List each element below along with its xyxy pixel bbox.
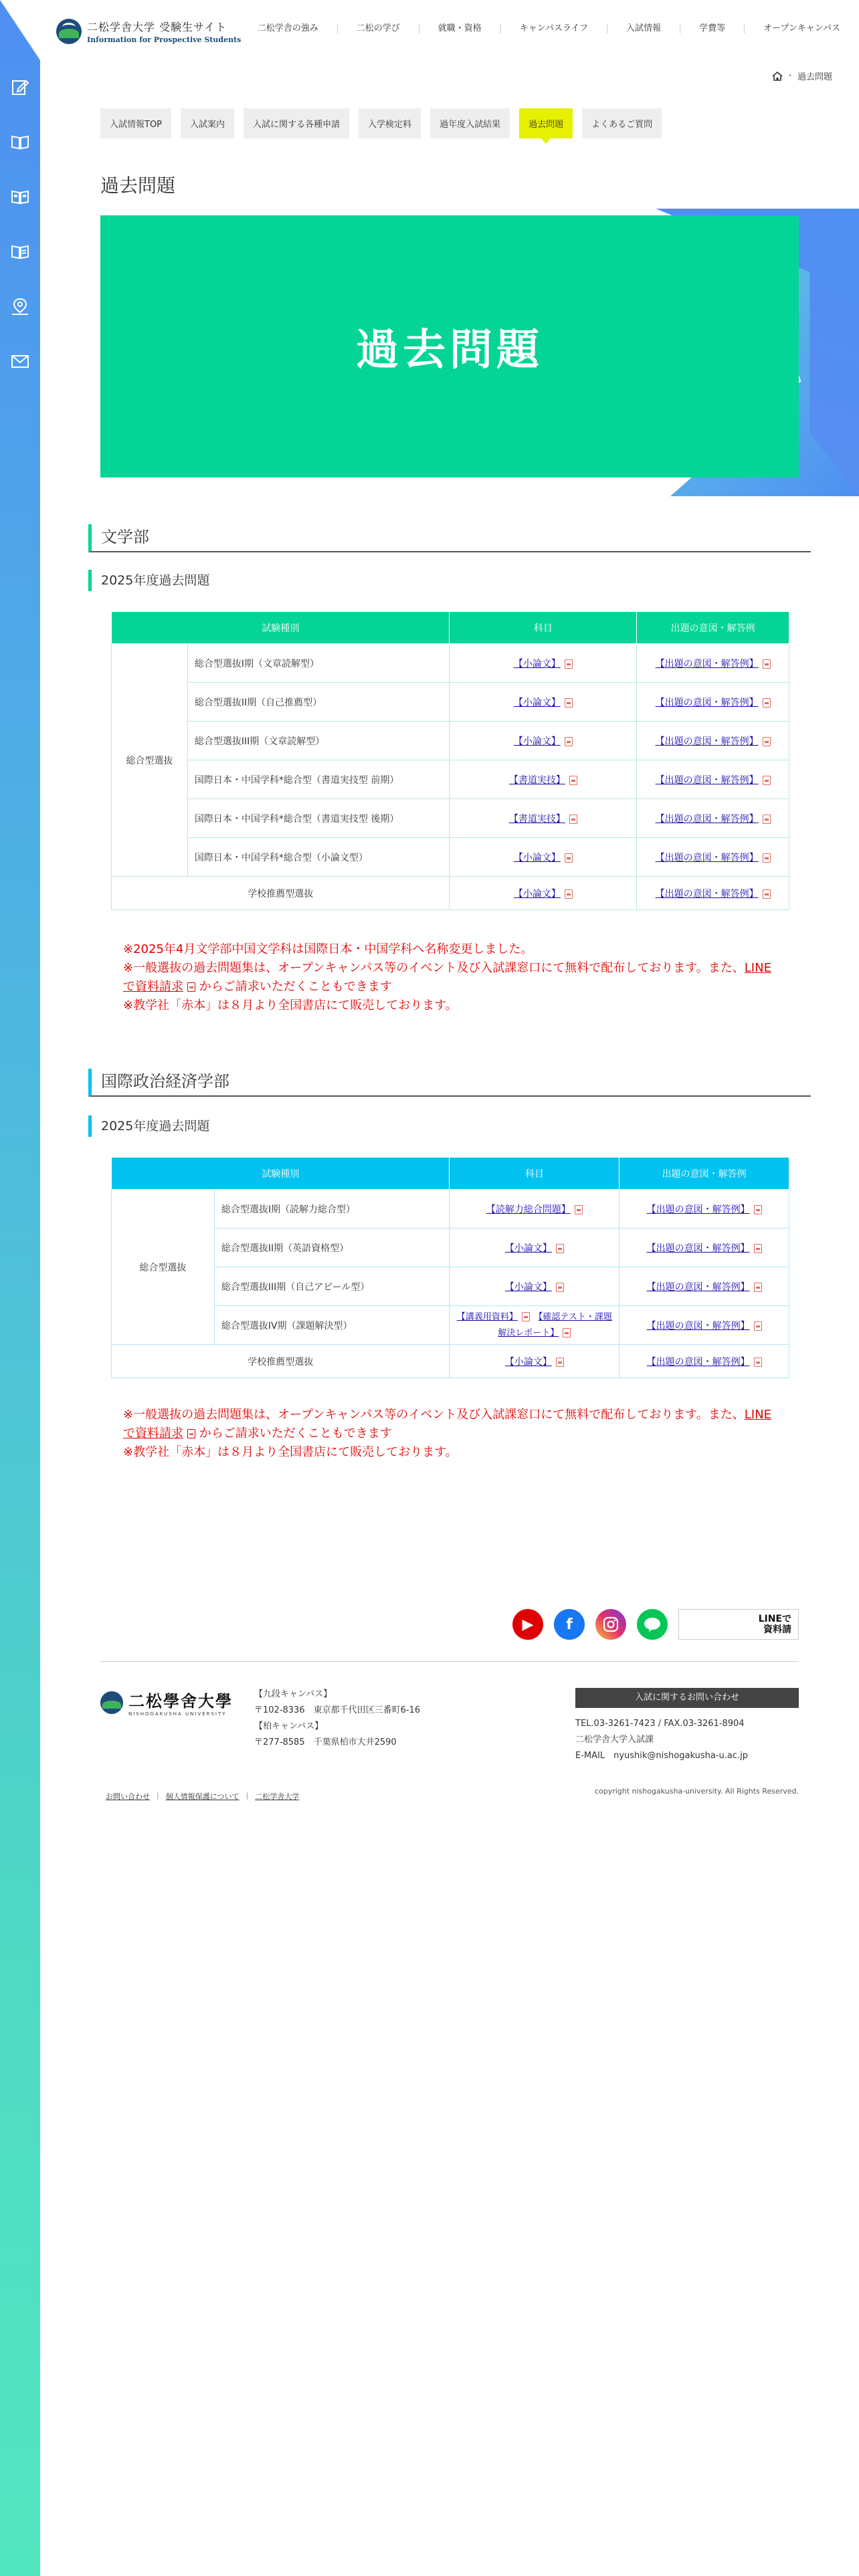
answer-pdf-link[interactable]: 【出題の意図・解答例】 bbox=[646, 1281, 750, 1293]
subject-pdf-link[interactable]: 【小論文】 bbox=[504, 1243, 552, 1254]
answer-pdf-link[interactable]: 【出題の意図・解答例】 bbox=[646, 1356, 750, 1368]
home-icon[interactable] bbox=[772, 72, 783, 81]
column-header-exam-type: 試験種別 bbox=[112, 612, 450, 644]
pdf-icon bbox=[763, 889, 771, 899]
exam-name: 学校推薦型選抜 bbox=[112, 877, 450, 910]
footer-divider bbox=[100, 1661, 799, 1662]
column-header-answer: 出題の意図・解答例 bbox=[619, 1158, 789, 1190]
line-icon[interactable] bbox=[637, 1609, 668, 1640]
line-request-link[interactable]: LINEで資料請求 bbox=[123, 1408, 771, 1440]
note-line: ※2025年4月文学部中国文学科は国際日本・中国学科へ名称変更しました。 bbox=[123, 942, 533, 956]
answer-pdf-link[interactable]: 【出題の意図・解答例】 bbox=[655, 774, 759, 786]
subject-pdf-link[interactable]: 【書道実技】 bbox=[508, 813, 565, 825]
table-row bbox=[112, 722, 789, 760]
table-row bbox=[112, 760, 789, 799]
exam-name: 総合型選抜IV期（課題解決型） bbox=[214, 1306, 450, 1345]
footer-logo-en: NISHOGAKUSHA UNIVERSITY bbox=[128, 1711, 227, 1717]
pdf-icon bbox=[763, 698, 771, 708]
note-line: ※一般選抜の過去問題集は、オープンキャンパス等のイベント及び入試課窓口にて無料で配布しております。また、LINEで資料請求 からご請求いただくこともできます bbox=[123, 1408, 771, 1440]
pdf-icon bbox=[763, 853, 771, 863]
answer-pdf-link[interactable]: 【出題の意図・解答例】 bbox=[655, 852, 759, 863]
open-book-icon[interactable] bbox=[7, 238, 33, 265]
site-title: 二松学舎大学 受験生サイト bbox=[87, 21, 227, 33]
university-emblem-icon bbox=[100, 1691, 123, 1714]
site-subtitle: Information for Prospective Students bbox=[87, 35, 242, 44]
sns-links bbox=[512, 1609, 799, 1640]
exam-name: 学校推薦型選抜 bbox=[112, 1345, 450, 1378]
side-gradient-bar bbox=[0, 0, 40, 2576]
subject-pdf-link[interactable]: 【小論文】 bbox=[513, 852, 561, 863]
answer-pdf-link[interactable]: 【出題の意図・解答例】 bbox=[655, 736, 759, 747]
table-row bbox=[112, 644, 789, 683]
youtube-icon[interactable]: ▶ bbox=[512, 1609, 543, 1640]
political-exam-table bbox=[111, 1157, 789, 1378]
subject-pdf-link[interactable]: 【講義用資料】 bbox=[456, 1311, 518, 1322]
literature-exam-table bbox=[111, 611, 789, 910]
answer-pdf-link[interactable]: 【出題の意図・解答例】 bbox=[655, 658, 759, 669]
gnav-learning[interactable]: 二松の学び bbox=[337, 24, 419, 33]
breadcrumb-current: 過去問題 bbox=[797, 72, 832, 82]
table-header-row bbox=[112, 1158, 789, 1190]
subnav-faq[interactable]: よくあるご質問 bbox=[582, 108, 662, 138]
page-title: 過去問題 bbox=[100, 175, 176, 197]
gnav-career[interactable]: 就職・資格 bbox=[419, 24, 500, 33]
note-line: ※一般選抜の過去問題集は、オープンキャンパス等のイベント及び入試課窓口にて無料で配布しております。また、LINEで資料請求 からご請求いただくこともできます bbox=[123, 961, 771, 994]
pdf-icon bbox=[565, 698, 573, 708]
subnav-applications[interactable]: 入試に関する各種申請 bbox=[244, 108, 349, 138]
pdf-icon bbox=[563, 1328, 571, 1337]
copyright: copyright nishogakusha-university. All Rights Reserved. bbox=[594, 1787, 799, 1796]
contact-heading: 入試に関するお問い合わせ bbox=[575, 1688, 799, 1708]
pamphlet-icon[interactable] bbox=[7, 183, 33, 210]
subject-pdf-link[interactable]: 【小論文】 bbox=[504, 1281, 552, 1293]
subnav-past-exams[interactable]: 過去問題 bbox=[519, 108, 573, 138]
exam-name: 国際日本・中国学科*総合型（小論文型） bbox=[187, 838, 450, 877]
admission-subnav bbox=[100, 108, 662, 138]
table-row bbox=[112, 877, 789, 910]
table-row bbox=[112, 838, 789, 877]
exam-name: 総合型選抜I期（文章読解型） bbox=[187, 644, 450, 683]
line-request-link[interactable]: LINEで資料請求 bbox=[123, 961, 771, 994]
exam-name: 総合型選抜III期（自己アピール型） bbox=[214, 1267, 450, 1306]
pdf-icon bbox=[565, 889, 573, 899]
map-pin-icon[interactable] bbox=[7, 293, 33, 320]
facebook-icon[interactable]: f bbox=[554, 1609, 585, 1640]
subnav-past-results[interactable]: 過年度入試結果 bbox=[430, 108, 510, 138]
footer-link-contact[interactable]: お問い合わせ bbox=[106, 1792, 150, 1801]
answer-pdf-link[interactable]: 【出題の意図・解答例】 bbox=[655, 813, 759, 825]
hero-title: 過去問題 bbox=[356, 326, 543, 375]
subnav-admission-top[interactable]: 入試情報TOP bbox=[100, 108, 171, 138]
answer-pdf-link[interactable]: 【出題の意図・解答例】 bbox=[655, 888, 759, 899]
pdf-icon bbox=[754, 1205, 762, 1214]
pdf-icon bbox=[565, 737, 573, 746]
subject-pdf-link[interactable]: 【小論文】 bbox=[513, 658, 561, 669]
breadcrumb-separator: • bbox=[788, 72, 792, 80]
political-notes bbox=[123, 1406, 779, 1462]
subject-pdf-link[interactable]: 【書道実技】 bbox=[508, 774, 565, 786]
subject-pdf-link[interactable]: 【確認テスト・課題解決レポート】 bbox=[498, 1311, 612, 1338]
pdf-icon bbox=[763, 659, 771, 669]
subject-pdf-link[interactable]: 【小論文】 bbox=[513, 697, 561, 708]
pdf-icon bbox=[575, 1205, 583, 1214]
answer-pdf-link[interactable]: 【出題の意図・解答例】 bbox=[646, 1243, 750, 1254]
subject-pdf-link[interactable]: 【小論文】 bbox=[504, 1356, 552, 1368]
answer-pdf-link[interactable]: 【出題の意図・解答例】 bbox=[646, 1320, 750, 1331]
pdf-icon bbox=[754, 1321, 762, 1331]
gnav-strengths[interactable]: 二松学舎の強み bbox=[257, 23, 318, 33]
footer-links: お問い合わせ | 個人情報保護について | 二松学舎大学 bbox=[106, 1791, 300, 1801]
hero-banner bbox=[100, 215, 799, 477]
subject-pdf-link[interactable]: 【小論文】 bbox=[513, 736, 561, 747]
pdf-icon bbox=[763, 737, 771, 746]
gnav-open-campus[interactable]: オープンキャンパス bbox=[744, 24, 859, 33]
instagram-icon[interactable] bbox=[595, 1609, 626, 1640]
contact-info: TEL.03-3261-7423 / FAX.03-3261-8904 二松学舎大学入試課 E-MAIL nyushik@nishogakusha-u.ac.jp bbox=[575, 1719, 748, 1761]
category-cell: 総合型選抜 bbox=[112, 1190, 215, 1345]
gnav-campus-life[interactable]: キャンパスライフ bbox=[500, 24, 607, 33]
pdf-icon bbox=[763, 776, 771, 785]
pdf-icon bbox=[569, 776, 577, 785]
exam-name: 国際日本・中国学科*総合型（書道実技型 後期） bbox=[187, 799, 450, 838]
site-header bbox=[0, 0, 859, 60]
exam-name: 総合型選抜I期（読解力総合型） bbox=[214, 1190, 450, 1228]
exam-name: 総合型選抜II期（英語資格型） bbox=[214, 1228, 450, 1267]
subnav-guide[interactable]: 入試案内 bbox=[181, 108, 234, 138]
subject-pdf-link[interactable]: 【読解力総合問題】 bbox=[486, 1204, 571, 1215]
site-logo[interactable] bbox=[56, 19, 241, 44]
external-link-icon bbox=[187, 982, 195, 992]
pdf-icon bbox=[754, 1358, 762, 1367]
apply-icon[interactable] bbox=[7, 74, 33, 100]
pdf-icon bbox=[754, 1244, 762, 1253]
pdf-icon bbox=[565, 853, 573, 863]
subject-pdf-link[interactable]: 【小論文】 bbox=[513, 888, 561, 899]
pdf-icon bbox=[556, 1358, 564, 1367]
note-line: ※教学社「赤本」は８月より全国書店にて販売しております。 bbox=[123, 998, 458, 1012]
literature-heading: 文学部 bbox=[88, 524, 811, 552]
mail-icon[interactable] bbox=[7, 348, 33, 374]
pdf-icon bbox=[556, 1244, 564, 1253]
literature-subheading: 2025年度過去問題 bbox=[88, 570, 209, 591]
exam-name: 総合型選抜III期（文章読解型） bbox=[187, 722, 450, 760]
column-header-subject: 科目 bbox=[450, 1158, 619, 1190]
category-cell: 総合型選抜 bbox=[112, 644, 188, 877]
pdf-icon bbox=[763, 815, 771, 824]
table-row bbox=[112, 799, 789, 838]
pdf-icon bbox=[556, 1283, 564, 1292]
exam-name: 総合型選抜II期（自己推薦型） bbox=[187, 683, 450, 722]
footer-logo[interactable] bbox=[100, 1688, 233, 1717]
campus-addresses: 【九段キャンパス】 〒102-8336 東京都千代田区三番町6-16 【柏キャンパス】 〒277-8585 千葉県柏市大井2590 bbox=[254, 1689, 421, 1747]
table-row bbox=[112, 683, 789, 722]
table-row bbox=[112, 1345, 789, 1378]
pdf-icon bbox=[569, 815, 577, 824]
pdf-icon bbox=[754, 1283, 762, 1292]
footer-link-university[interactable]: 二松学舎大学 bbox=[255, 1792, 300, 1801]
political-subheading: 2025年度過去問題 bbox=[88, 1115, 209, 1137]
answer-pdf-link[interactable]: 【出題の意図・解答例】 bbox=[655, 697, 759, 708]
answer-pdf-link[interactable]: 【出題の意図・解答例】 bbox=[646, 1204, 750, 1215]
gnav-admissions[interactable]: 入試情報 bbox=[607, 24, 680, 33]
political-heading: 国際政治経済学部 bbox=[88, 1069, 811, 1097]
footer-logo-jp: 二松學舍大學 bbox=[128, 1691, 233, 1711]
table-row bbox=[112, 1190, 789, 1228]
literature-notes bbox=[123, 940, 779, 1015]
column-header-answer: 出題の意図・解答例 bbox=[637, 612, 789, 644]
footer-link-privacy[interactable]: 個人情報保護について bbox=[165, 1792, 240, 1801]
pdf-icon bbox=[565, 659, 573, 669]
breadcrumb bbox=[772, 70, 832, 82]
university-emblem-icon bbox=[56, 19, 82, 44]
column-header-exam-type: 試験種別 bbox=[112, 1158, 450, 1190]
subnav-exam-fee[interactable]: 入学検定料 bbox=[359, 108, 421, 138]
exam-name: 国際日本・中国学科*総合型（書道実技型 前期） bbox=[187, 760, 450, 799]
global-nav bbox=[239, 24, 859, 33]
book-icon[interactable] bbox=[7, 128, 33, 155]
line-request-banner[interactable]: LINEで 資料請 bbox=[678, 1609, 799, 1640]
pdf-icon bbox=[522, 1312, 530, 1321]
external-link-icon bbox=[187, 1429, 195, 1438]
column-header-subject: 科目 bbox=[450, 612, 637, 644]
table-header-row bbox=[112, 612, 789, 644]
gnav-tuition[interactable]: 学費等 bbox=[680, 24, 744, 33]
note-line: ※教学社「赤本」は８月より全国書店にて販売しております。 bbox=[123, 1445, 458, 1459]
